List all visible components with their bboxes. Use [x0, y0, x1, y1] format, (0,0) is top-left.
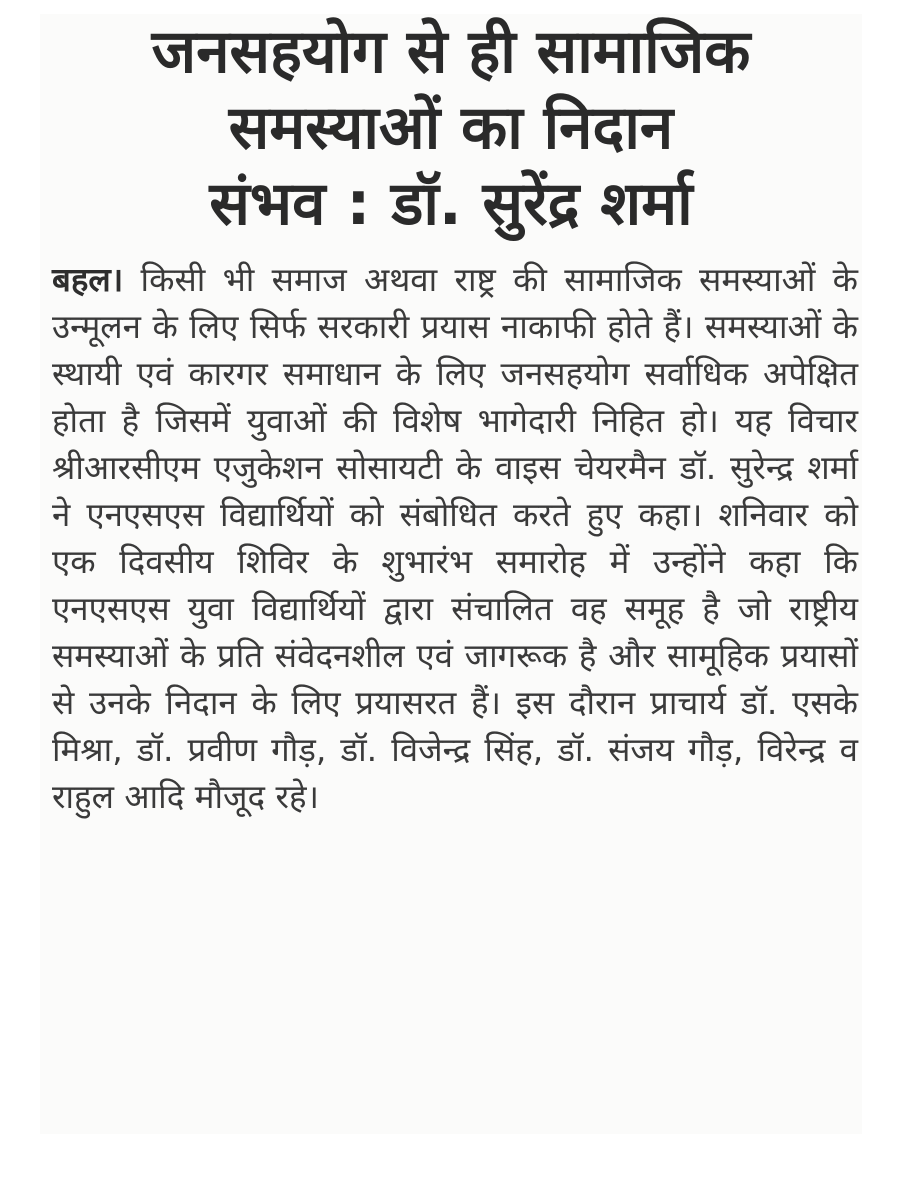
- headline-line-1: जनसहयोग से ही सामाजिक: [151, 17, 751, 87]
- headline-line-2: समस्याओं का निदान: [228, 93, 674, 163]
- article-headline: [40, 14, 862, 242]
- dateline: बहल।: [52, 260, 124, 299]
- article-body: [40, 256, 862, 820]
- article-body-text: किसी भी समाज अथवा राष्ट्र की सामाजिक समस्याओं के उन्मूलन के लिए सिर्फ सरकारी प्रयास नाकाफी होते हैं। समस्याओं के स्थायी एवं कारगर समाधान के लिए जनसहयोग सर्वाधिक अपेक्षित होता है जिसमें युवाओं की विशेष भागेदारी निहित हो। यह विचार श्रीआरसीएम एजुकेशन सोसायटी के वाइस चेयरमैन डॉ. सुरेन्द्र शर्मा ने एनएसएस विद्यार्थियों को संबोधित करते हुए कहा। शनिवार को एक दिवसीय शिविर के शुभारंभ समारोह में उन्होंने कहा कि एनएसएस युवा विद्यार्थियों द्वारा संचालित वह समूह है जो राष्ट्रीय समस्याओं के प्रति संवेदनशील एवं जागरूक है और सामूहिक प्रयासों से उनके निदान के लिए प्रयासरत हैं। इस दौरान प्राचार्य डॉ. एसके मिश्रा, डॉ. प्रवीण गौड़, डॉ. विजेन्द्र सिंह, डॉ. संजय गौड़, विरेन्द्र व राहुल आदि मौजूद रहे।: [52, 260, 858, 816]
- newspaper-clipping: [40, 14, 862, 1134]
- headline-line-3: संभव : डॉ. सुरेंद्र शर्मा: [209, 169, 693, 239]
